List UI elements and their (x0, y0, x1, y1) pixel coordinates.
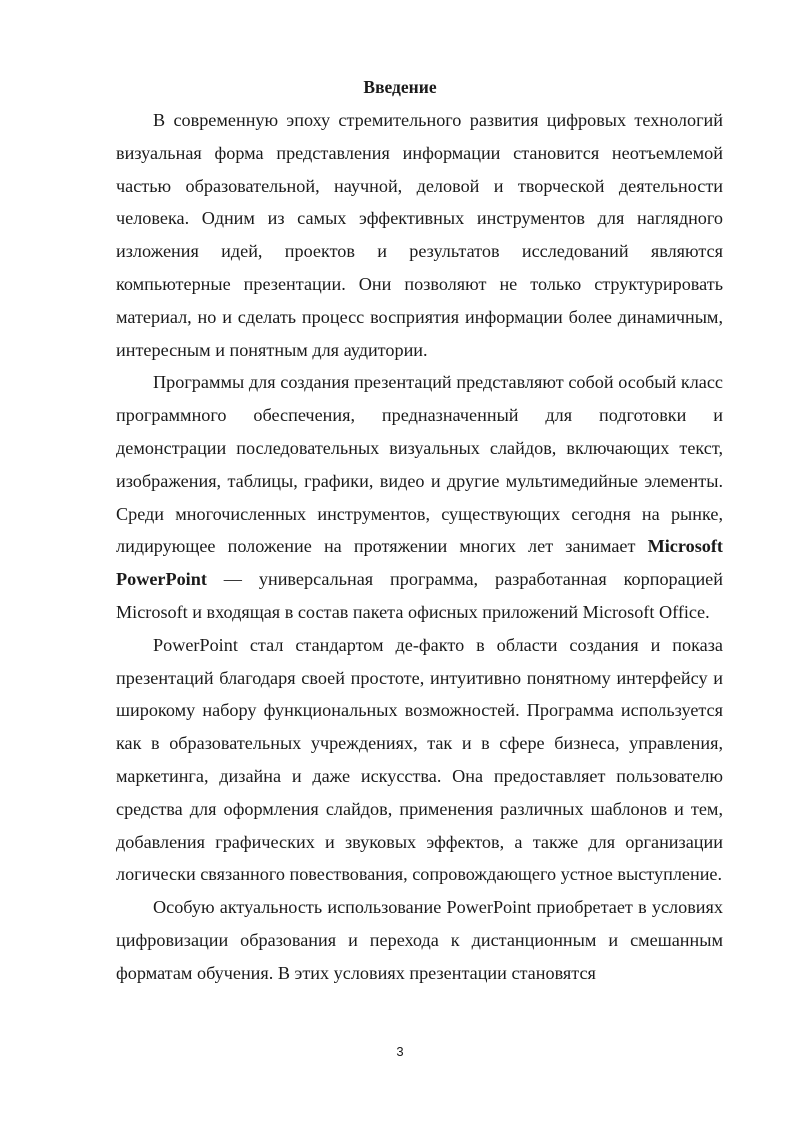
paragraph-2-before: Программы для создания презентаций представляют собой особый класс программного обеспечения, предназначенный для подготовки и демонстрации последовательных визуальных слайдов, включающих текст, изображения, таблицы, графики, видео и другие мультимедийные элементы. Среди многочисленных инструментов, существующих сегодня на рынке, лидирующее положение на протяжении многих лет занимает (116, 372, 723, 557)
paragraph-2 (116, 366, 723, 628)
paragraph-1: В современную эпоху стремительного развития цифровых технологий визуальная форма представления информации становится неотъемлемой частью образовательной, научной, деловой и творческой деятельности человека. Одним из самых эффективных инструментов для наглядного изложения идей, проектов и результатов исследований являются компьютерные презентации. Они позволяют не только структурировать материал, но и сделать процесс восприятия информации более динамичным, интересным и понятным для аудитории. (116, 110, 723, 360)
section-title: Введение (363, 77, 437, 97)
paragraph-4: Особую актуальность использование PowerPoint приобретает в условиях цифровизации образования и перехода к дистанционным и смешанным форматам обучения. В этих условиях презентации становятся (116, 897, 723, 983)
page-number: 3 (396, 1044, 404, 1059)
paragraph-2-after: — универсальная программа, разработанная корпорацией Microsoft и входящая в состав пакета офисных приложений Microsoft Office. (116, 569, 723, 622)
product-name-bold: Microsoft PowerPoint (116, 536, 723, 590)
body-text (116, 104, 723, 990)
paragraph-3: PowerPoint стал стандартом де-факто в области создания и показа презентаций благодаря своей простоте, интуитивно понятному интерфейсу и широкому набору функциональных возможностей. Программа используется как в образовательных учреждениях, так и в сфере бизнеса, управления, маркетинга, дизайна и даже искусства. Она предоставляет пользователю средства для оформления слайдов, применения различных шаблонов и тем, добавления графических и звуковых эффектов, а также для организации логически связанного повествования, сопровождающего устное выступление. (116, 634, 723, 885)
